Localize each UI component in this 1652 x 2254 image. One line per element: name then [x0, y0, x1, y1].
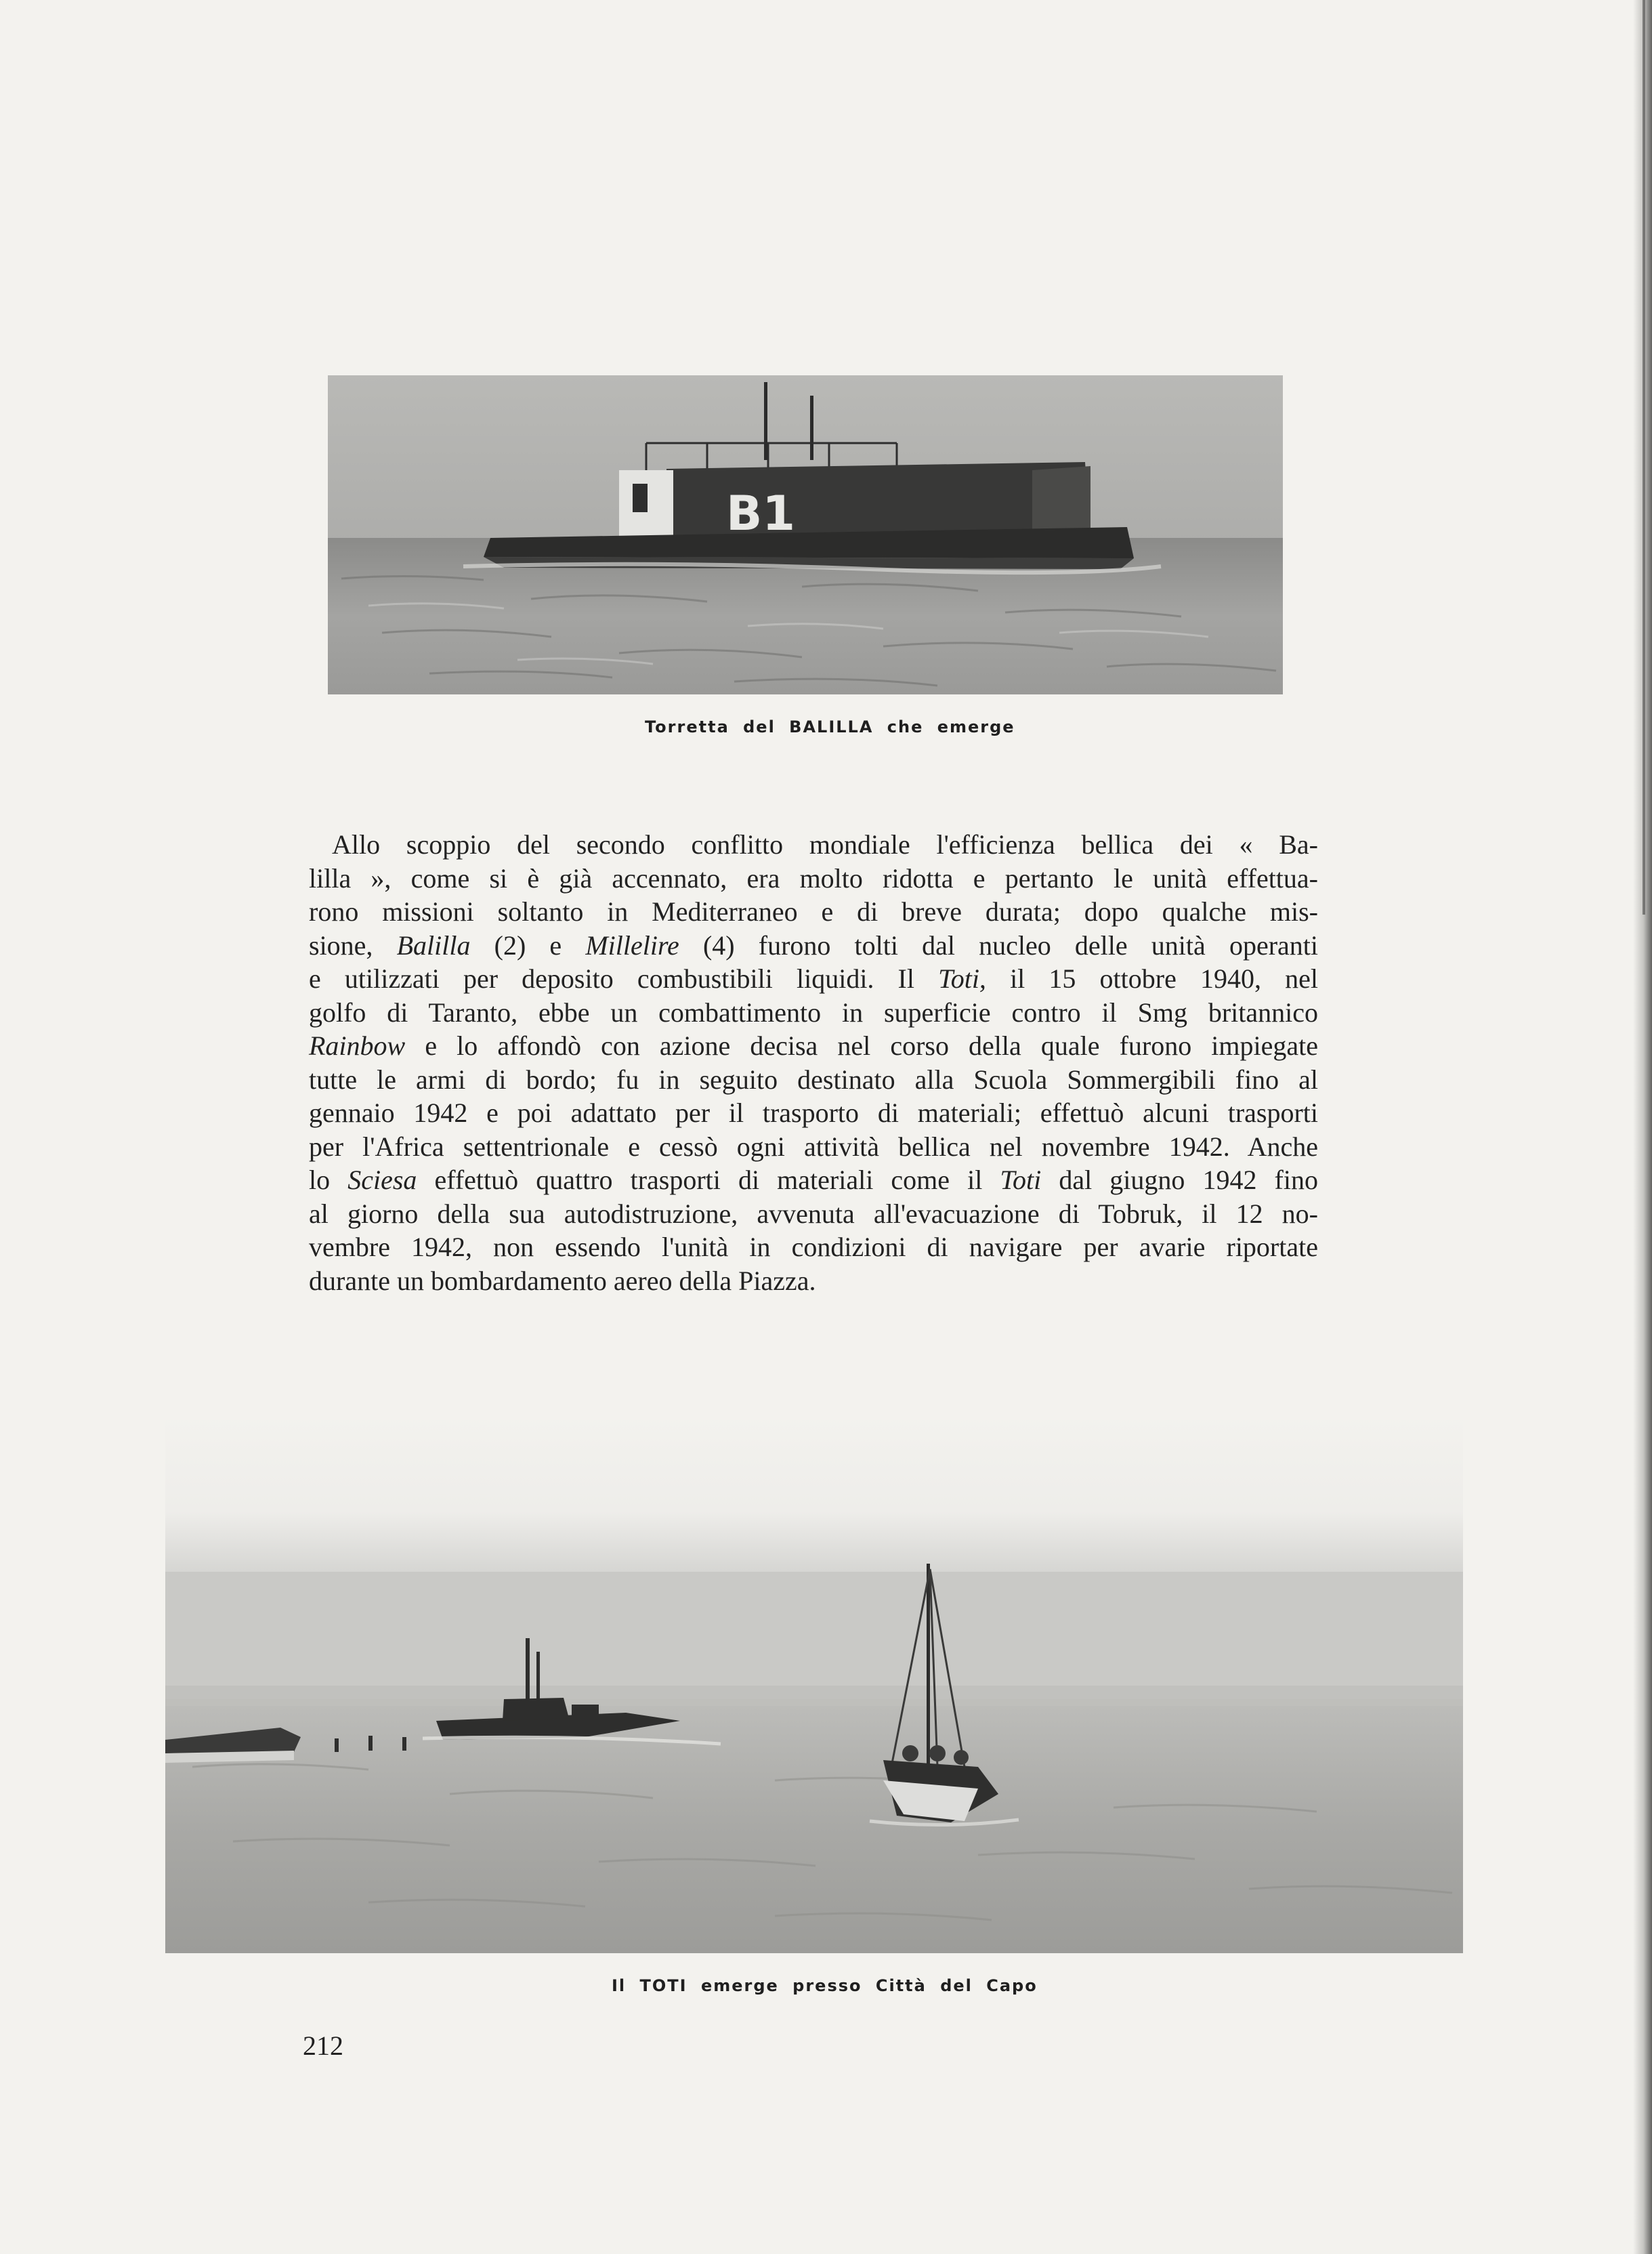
body-line: per l'Africa settentrionale e cessò ogni attività bellica nel novembre 1942. Anche — [309, 1131, 1318, 1162]
photo-balilla-tower — [328, 375, 1283, 694]
body-line: Allo scoppio del secondo conflitto mondiale l'efficienza bellica dei « Ba- — [332, 829, 1318, 860]
body-line: gennaio 1942 e poi adattato per il trasporto di materiali; effettuò alcuni trasporti — [309, 1098, 1318, 1128]
body-line: rono missioni soltanto in Mediterraneo e di breve durata; dopo qualche mis- — [309, 896, 1318, 927]
body-line: lo Sciesa effettuò quattro trasporti di materiali come il Toti dal giugno 1942 fino — [309, 1165, 1318, 1195]
body-line: tutte le armi di bordo; fu in seguito destinato alla Scuola Sommergibili fino al — [309, 1064, 1318, 1095]
photo-toti-cape-town — [165, 1415, 1463, 1953]
photo-balilla-image — [328, 375, 1283, 694]
italic-ship-name: Toti, — [938, 963, 986, 994]
body-line: golfo di Taranto, ebbe un combattimento in superficie contro il Smg britannico — [309, 997, 1318, 1028]
body-line: durante un bombardamento aereo della Piazza. — [309, 1265, 816, 1296]
photo-caption-balilla: Torretta del BALILLA che emerge — [645, 717, 1015, 736]
body-line: al giorno della sua autodistruzione, avvenuta all'evacuazione di Tobruk, il 12 no- — [309, 1198, 1318, 1229]
photo-toti-image — [165, 1415, 1463, 1953]
italic-ship-name: Millelire — [585, 930, 679, 961]
body-line: lilla », come si è già accennato, era molto ridotta e pertanto le unità effettua- — [309, 862, 1318, 894]
photo-caption-toti: Il TOTI emerge presso Città del Capo — [612, 1976, 1038, 1995]
italic-ship-name: Balilla — [396, 930, 471, 961]
body-line: vembre 1942, non essendo l'unità in condizioni di navigare per avarie riportate — [309, 1232, 1318, 1262]
italic-ship-name: Rainbow — [309, 1030, 406, 1061]
body-line: Rainbow e lo affondò con azione decisa nel corso della quale furono impiegate — [309, 1030, 1318, 1061]
body-line: sione, Balilla (2) e Millelire (4) furono tolti dal nucleo delle unità operanti — [309, 930, 1318, 961]
page-number: 212 — [303, 2030, 343, 2061]
body-line: e utilizzati per deposito combustibili liquidi. Il Toti, il 15 ottobre 1940, nel — [309, 963, 1318, 994]
italic-ship-name: Sciesa — [347, 1165, 417, 1195]
hull-marking: B1 — [726, 486, 796, 541]
italic-ship-name: Toti — [1000, 1165, 1042, 1195]
body-paragraph — [309, 828, 1318, 1297]
scan-edge-line — [1643, 0, 1645, 915]
